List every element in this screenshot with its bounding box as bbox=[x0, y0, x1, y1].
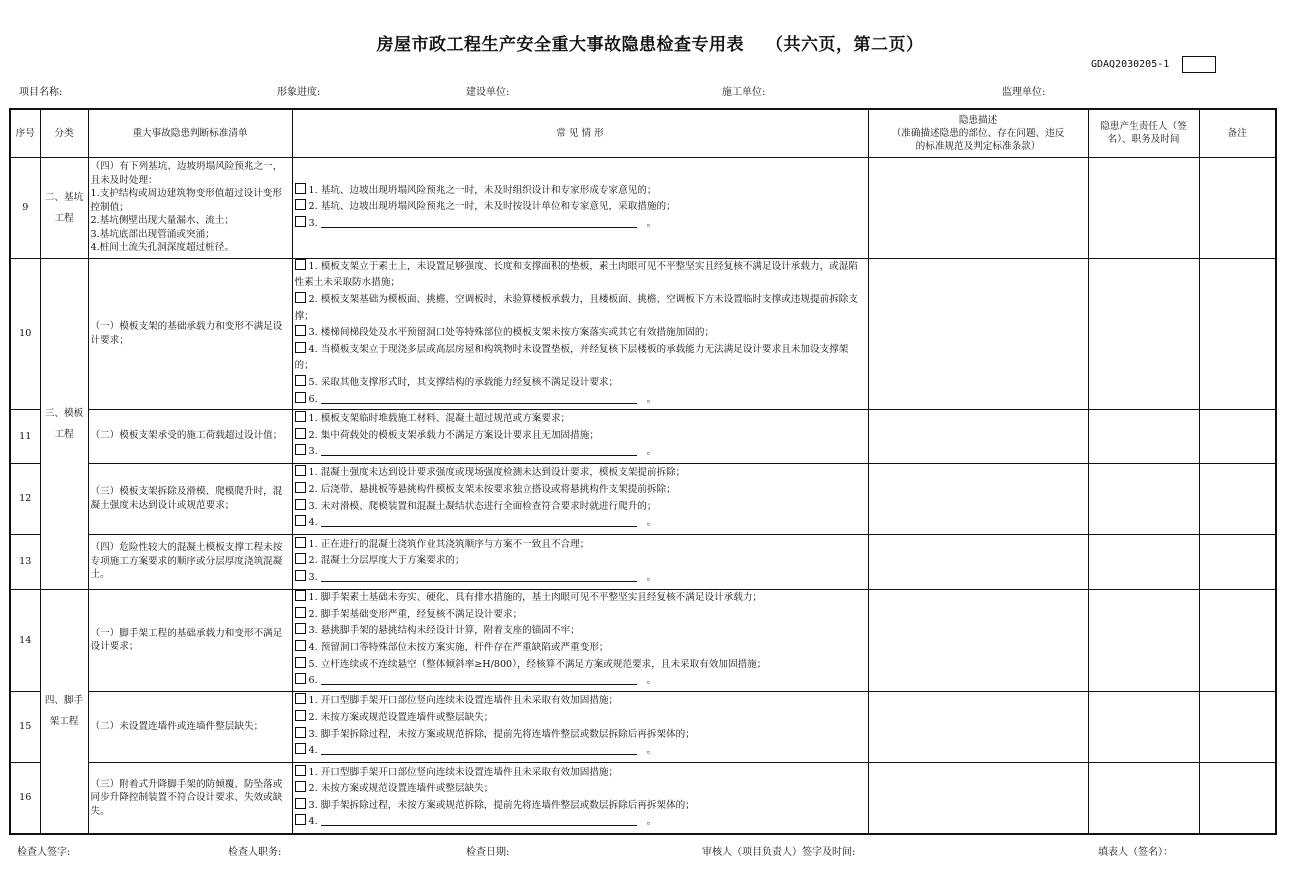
row-description-cell[interactable] bbox=[868, 258, 1088, 409]
situation-text: 2. 未按方案或规范设置连墙件或整层缺失； bbox=[308, 783, 494, 795]
row-situations bbox=[292, 258, 868, 409]
situation-text: 4. bbox=[308, 517, 318, 529]
situation-checkbox[interactable] bbox=[295, 515, 306, 526]
situation-checkbox[interactable] bbox=[295, 553, 306, 564]
situation-text: 3. 脚手架拆除过程，未按方案或规范拆除，提前先将连墙件整层或数层拆除后再拆架体的； bbox=[308, 728, 695, 740]
footer-reviewer: 审核人（项目负责人）签字及时间: bbox=[702, 847, 856, 858]
header-description bbox=[868, 109, 1088, 157]
row-responsible-cell[interactable] bbox=[1088, 691, 1199, 762]
header-situations: 常 见 情 形 bbox=[292, 109, 868, 157]
footer-check-date: 检查日期: bbox=[466, 847, 510, 858]
situation-item bbox=[295, 657, 866, 674]
table-row bbox=[10, 463, 1276, 534]
row-number: 14 bbox=[10, 589, 40, 691]
situation-checkbox[interactable] bbox=[295, 428, 306, 439]
header-responsible: 隐患产生责任人（签名）、职务及时间 bbox=[1088, 109, 1199, 157]
situation-blank-line[interactable] bbox=[321, 743, 637, 755]
meta-contractor: 施工单位: bbox=[722, 87, 766, 98]
row-situations bbox=[292, 409, 868, 463]
situation-item bbox=[295, 765, 866, 782]
blank-end-mark: 。 bbox=[646, 517, 657, 529]
situation-item bbox=[295, 259, 866, 292]
situation-text: 1. 开口型脚手架开口部位竖向连续未设置连墙件且未采取有效加固措施； bbox=[308, 695, 619, 707]
meta-supervisor: 监理单位: bbox=[1002, 87, 1046, 98]
meta-project-name: 项目名称: bbox=[19, 87, 63, 98]
situation-item bbox=[295, 814, 866, 831]
form-code-box[interactable] bbox=[1182, 56, 1216, 73]
situation-item bbox=[295, 465, 866, 482]
situation-checkbox[interactable] bbox=[295, 444, 306, 455]
row-number: 11 bbox=[10, 409, 40, 463]
situation-text: 1. 混凝土强度未达到设计要求强度或现场强度检测未达到设计要求，模板支架提前拆除； bbox=[308, 467, 686, 479]
row-number: 9 bbox=[10, 157, 40, 258]
situation-text: 4. 预留洞口等特殊部位未按方案实施，杆件存在严重缺陷或严重变形； bbox=[308, 642, 609, 653]
table-header bbox=[10, 109, 1276, 157]
table-row bbox=[10, 409, 1276, 463]
situation-checkbox[interactable] bbox=[295, 482, 306, 493]
footer-inspector-position: 检查人职务: bbox=[228, 847, 282, 858]
situation-blank-line[interactable] bbox=[321, 444, 637, 456]
row-remark-cell[interactable] bbox=[1199, 589, 1276, 691]
situation-text: 2. 混凝土分层厚度大于方案要求的； bbox=[308, 555, 465, 567]
blank-end-mark: 。 bbox=[646, 675, 657, 687]
situation-text: 1. 基坑、边坡出现坍塌风险预兆之一时，未及时组织设计和专家形成专家意见的； bbox=[308, 184, 657, 196]
situation-checkbox[interactable] bbox=[295, 727, 306, 738]
situation-item bbox=[295, 375, 866, 392]
situation-checkbox[interactable] bbox=[295, 693, 306, 704]
situation-text: 3. 脚手架拆除过程，未按方案或规范拆除，提前先将连墙件整层或数层拆除后再拆架体的； bbox=[308, 799, 695, 811]
situation-text: 3. 未对滑模、爬模装置和混凝土凝结状态进行全面检查符合要求时就进行爬升的； bbox=[308, 500, 657, 512]
situation-blank-line[interactable] bbox=[321, 515, 637, 527]
row-responsible-cell[interactable] bbox=[1088, 409, 1199, 463]
situation-text: 2. 后浇带、悬挑板等悬挑构件模板支架未按要求独立搭设或将悬挑构件支架提前拆除； bbox=[308, 483, 676, 495]
row-responsible-cell[interactable] bbox=[1088, 157, 1199, 258]
situation-item bbox=[295, 216, 866, 233]
situation-text: 3. 楼梯间梯段处及水平预留洞口处等特殊部位的模板支架未按方案落实或其它有效措施加固的； bbox=[308, 327, 715, 339]
table-row bbox=[10, 589, 1276, 691]
situation-item bbox=[295, 428, 866, 445]
situation-item bbox=[295, 743, 866, 760]
header-category: 分类 bbox=[40, 109, 88, 157]
situation-checkbox[interactable] bbox=[295, 342, 306, 353]
row-criteria: （四）危险性较大的混凝土模板支撑工程未按专项施工方案要求的顺序或分层厚度浇筑混凝土。 bbox=[88, 534, 292, 589]
situation-checkbox[interactable] bbox=[295, 673, 306, 684]
table-row bbox=[10, 258, 1276, 409]
row-remark-cell[interactable] bbox=[1199, 409, 1276, 463]
row-remark-cell[interactable] bbox=[1199, 463, 1276, 534]
blank-end-mark: 。 bbox=[646, 816, 657, 828]
situation-checkbox[interactable] bbox=[295, 814, 306, 825]
situation-text: 2. 模板支架基础为模板面、挑檐、空调板时，未验算楼板承载力，且楼板面、挑檐、空调板下方未设置临时支撑或违规提前拆除支撑； bbox=[294, 294, 858, 322]
situation-checkbox[interactable] bbox=[295, 798, 306, 809]
row-category: 三、模板工程 bbox=[40, 258, 88, 589]
row-category: 二、基坑工程 bbox=[40, 157, 88, 258]
row-responsible-cell[interactable] bbox=[1088, 534, 1199, 589]
situation-item bbox=[295, 482, 866, 499]
situation-text: 6. bbox=[308, 675, 318, 687]
situation-checkbox[interactable] bbox=[295, 781, 306, 792]
situation-checkbox[interactable] bbox=[295, 465, 306, 476]
row-criteria: （一）脚手架工程的基础承载力和变形不满足设计要求； bbox=[88, 589, 292, 691]
situation-blank-line[interactable] bbox=[321, 392, 637, 404]
row-description-cell[interactable] bbox=[868, 157, 1088, 258]
situation-text: 4. 当模板支架立于现浇多层或高层房屋和构筑物时未设置垫板，并经复核下层楼板的承载能力无法满足设计要求且未加设支撑架的； bbox=[294, 343, 849, 372]
situation-text: 2. 集中荷载处的模板支架承载力不满足方案设计要求且无加固措施； bbox=[308, 429, 599, 441]
situation-checkbox[interactable] bbox=[295, 570, 306, 581]
situation-item bbox=[295, 537, 866, 554]
situation-checkbox[interactable] bbox=[295, 411, 306, 422]
situation-item bbox=[295, 623, 866, 640]
row-responsible-cell[interactable] bbox=[1088, 258, 1199, 409]
situation-checkbox[interactable] bbox=[295, 537, 306, 548]
form-title-text: 房屋市政工程生产安全重大事故隐患检查专用表 bbox=[376, 35, 744, 55]
hazard-check-table bbox=[9, 108, 1277, 835]
row-remark-cell[interactable] bbox=[1199, 258, 1276, 409]
situation-checkbox[interactable] bbox=[295, 657, 306, 668]
blank-end-mark: 。 bbox=[646, 393, 657, 405]
row-situations bbox=[292, 762, 868, 834]
situation-item bbox=[295, 325, 866, 342]
situation-item bbox=[295, 693, 866, 710]
row-situations bbox=[292, 157, 868, 258]
row-criteria: （三）模板支架拆除及滑模、爬模爬升时，混凝土强度未达到设计或规范要求； bbox=[88, 463, 292, 534]
row-responsible-cell[interactable] bbox=[1088, 463, 1199, 534]
situation-checkbox[interactable] bbox=[295, 640, 306, 651]
table-row bbox=[10, 762, 1276, 834]
situation-item bbox=[295, 607, 866, 624]
situation-checkbox[interactable] bbox=[295, 259, 306, 270]
situation-item bbox=[295, 292, 866, 325]
header-desc-title: 隐患描述 bbox=[958, 114, 998, 126]
situation-item bbox=[295, 570, 866, 587]
situation-blank-line[interactable] bbox=[321, 814, 637, 826]
header-desc-sub: （准确描述隐患的部位、存在问题、违反的标准规范及判定标准条款） bbox=[891, 127, 1065, 152]
header-remark: 备注 bbox=[1199, 109, 1276, 157]
situation-item bbox=[295, 199, 866, 216]
row-description-cell[interactable] bbox=[868, 589, 1088, 691]
row-criteria: （四）有下列基坑、边坡坍塌风险预兆之一，且未及时处理： 1.支护结构或周边建筑物变形值超过设计变形控制值； 2.基坑侧壁出现大量漏水、流土； 3.基坑底部出现管涌或突涌； 4.桩间土流失孔洞深度超过桩径。 bbox=[88, 157, 292, 258]
header-criteria: 重大事故隐患判断标准清单 bbox=[88, 109, 292, 157]
row-situations bbox=[292, 691, 868, 762]
situation-checkbox[interactable] bbox=[295, 607, 306, 618]
situation-checkbox[interactable] bbox=[295, 710, 306, 721]
meta-builder: 建设单位: bbox=[466, 87, 510, 98]
row-description-cell[interactable] bbox=[868, 691, 1088, 762]
row-description-cell[interactable] bbox=[868, 409, 1088, 463]
blank-end-mark: 。 bbox=[646, 571, 657, 583]
row-description-cell[interactable] bbox=[868, 534, 1088, 589]
row-criteria: （二）模板支架承受的施工荷载超过设计值； bbox=[88, 409, 292, 463]
situation-item bbox=[295, 553, 866, 570]
header-seq: 序号 bbox=[10, 109, 40, 157]
situation-text: 6. bbox=[308, 393, 318, 405]
situation-text: 3. bbox=[308, 571, 318, 583]
situation-item bbox=[295, 727, 866, 744]
row-responsible-cell[interactable] bbox=[1088, 762, 1199, 834]
situation-checkbox[interactable] bbox=[295, 292, 306, 303]
row-number: 10 bbox=[10, 258, 40, 409]
situation-item bbox=[295, 515, 866, 532]
meta-progress: 形象进度: bbox=[277, 87, 321, 98]
row-description-cell[interactable] bbox=[868, 463, 1088, 534]
situation-item bbox=[295, 590, 866, 607]
situation-item bbox=[295, 411, 866, 428]
row-criteria: （三）附着式升降脚手架的防倾覆、防坠落或同步升降控制装置不符合设计要求、失效或缺失。 bbox=[88, 762, 292, 834]
row-description-cell[interactable] bbox=[868, 762, 1088, 834]
situation-checkbox[interactable] bbox=[295, 765, 306, 776]
form-code: GDAQ2030205-1 bbox=[1091, 59, 1170, 70]
row-remark-cell[interactable] bbox=[1199, 157, 1276, 258]
situation-text: 1. 开口型脚手架开口部位竖向连续未设置连墙件且未采取有效加固措施； bbox=[308, 766, 619, 778]
situation-text: 3. 悬挑脚手架的悬挑结构未经设计计算，附着支座的锚固不牢； bbox=[308, 625, 580, 637]
footer-inspector-sign: 检查人签字: bbox=[17, 847, 71, 858]
situation-item bbox=[295, 342, 866, 375]
situation-checkbox[interactable] bbox=[295, 199, 306, 210]
situation-checkbox[interactable] bbox=[295, 499, 306, 510]
row-number: 15 bbox=[10, 691, 40, 762]
situation-text: 3. bbox=[308, 446, 318, 458]
table-body bbox=[10, 157, 1276, 834]
situation-item bbox=[295, 710, 866, 727]
situation-text: 1. 模板支架临时堆载施工材料、混凝土超过规范或方案要求； bbox=[308, 413, 571, 425]
situation-checkbox[interactable] bbox=[295, 623, 306, 634]
page-info: （共六页，第二页） bbox=[766, 35, 924, 55]
row-number: 12 bbox=[10, 463, 40, 534]
situation-item bbox=[295, 640, 866, 657]
situation-item bbox=[295, 499, 866, 516]
situation-text: 3. bbox=[308, 217, 318, 229]
situation-checkbox[interactable] bbox=[295, 216, 306, 227]
situation-text: 1. 模板支架立于素土上，未设置足够强度、长度和支撑面积的垫板，素土肉眼可见不平整坚实且经复核不满足设计承载力，或湿陷性素土未采取防水措施； bbox=[294, 260, 858, 289]
row-remark-cell[interactable] bbox=[1199, 762, 1276, 834]
situation-text: 4. bbox=[308, 745, 318, 757]
situation-blank-line[interactable] bbox=[321, 673, 637, 685]
situation-text: 2. 基坑、边坡出现坍塌风险预兆之一时，未及时按设计单位和专家意见，采取措施的； bbox=[308, 201, 676, 213]
row-situations bbox=[292, 534, 868, 589]
situation-checkbox[interactable] bbox=[295, 590, 306, 601]
row-number: 13 bbox=[10, 534, 40, 589]
table-row bbox=[10, 534, 1276, 589]
row-criteria: （二）未设置连墙件或连墙件整层缺失； bbox=[88, 691, 292, 762]
footer-filler: 填表人（签名）： bbox=[1098, 847, 1173, 858]
row-criteria: （一）模板支架的基础承载力和变形不满足设计要求； bbox=[88, 258, 292, 409]
row-responsible-cell[interactable] bbox=[1088, 589, 1199, 691]
situation-text: 5. 立杆连续或不连续悬空（整体倾斜率≥H/800），经核算不满足方案或规范要求，且未采取有效加固措施； bbox=[308, 658, 767, 670]
situation-text: 2. 脚手架基础变形严重，经复核不满足设计要求； bbox=[308, 608, 523, 620]
form-title bbox=[0, 30, 1300, 55]
situation-checkbox[interactable] bbox=[295, 743, 306, 754]
row-situations bbox=[292, 589, 868, 691]
situation-text: 1. 正在进行的混凝土浇筑作业其浇筑顺序与方案不一致且不合理； bbox=[308, 538, 590, 550]
row-remark-cell[interactable] bbox=[1199, 691, 1276, 762]
table-row bbox=[10, 691, 1276, 762]
row-category: 四、脚手架工程 bbox=[40, 589, 88, 834]
blank-end-mark: 。 bbox=[646, 217, 657, 229]
situation-checkbox[interactable] bbox=[295, 183, 306, 194]
table-row bbox=[10, 157, 1276, 258]
situation-item bbox=[295, 673, 866, 690]
row-situations bbox=[292, 463, 868, 534]
blank-end-mark: 。 bbox=[646, 446, 657, 458]
situation-item bbox=[295, 444, 866, 461]
situation-checkbox[interactable] bbox=[295, 375, 306, 386]
situation-text: 5. 采取其他支撑形式时，其支撑结构的承载能力经复核不满足设计要求； bbox=[308, 376, 619, 388]
situation-item bbox=[295, 392, 866, 409]
situation-item bbox=[295, 798, 866, 815]
situation-blank-line[interactable] bbox=[321, 216, 637, 228]
situation-item bbox=[295, 183, 866, 200]
row-remark-cell[interactable] bbox=[1199, 534, 1276, 589]
situation-item bbox=[295, 781, 866, 798]
situation-checkbox[interactable] bbox=[295, 325, 306, 336]
situation-text: 4. bbox=[308, 816, 318, 828]
situation-text: 2. 未按方案或规范设置连墙件或整层缺失； bbox=[308, 711, 494, 723]
blank-end-mark: 。 bbox=[646, 745, 657, 757]
situation-checkbox[interactable] bbox=[295, 392, 306, 403]
row-number: 16 bbox=[10, 762, 40, 834]
situation-blank-line[interactable] bbox=[321, 570, 637, 582]
situation-text: 1. 脚手架素土基础未夯实、硬化、具有排水措施的，基土肉眼可见不平整坚实且经复核不满足设计承载力； bbox=[308, 592, 763, 604]
